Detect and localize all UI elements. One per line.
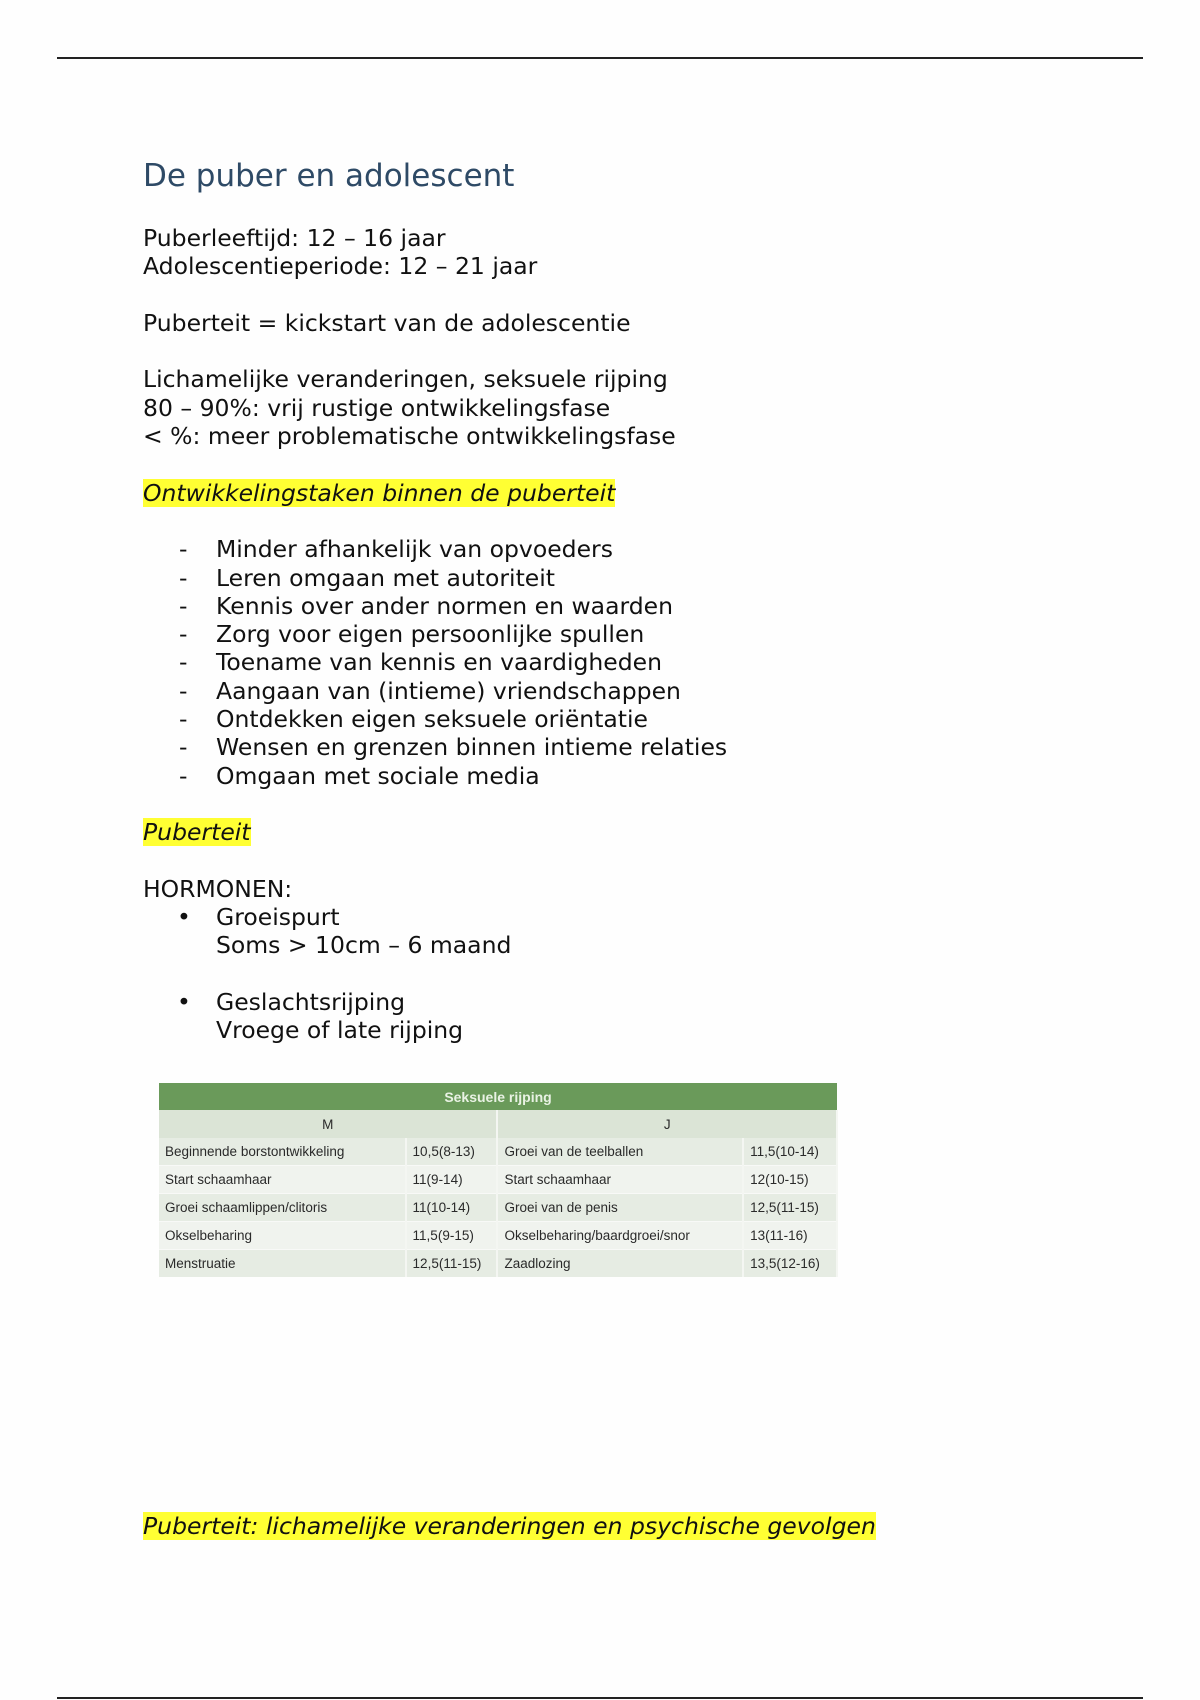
dash-marker: - xyxy=(179,563,188,592)
puberleeftijd-text: Puberleeftijd: 12 – 16 jaar xyxy=(143,224,446,252)
j-label-cell: Groei van de penis xyxy=(497,1194,743,1222)
j-label-cell: Groei van de teelballen xyxy=(497,1138,743,1166)
dash-marker: - xyxy=(179,591,188,620)
dash-marker: - xyxy=(179,733,188,762)
list-item xyxy=(143,677,1103,705)
list-item-text: Wensen en grenzen binnen intieme relaties xyxy=(216,733,728,762)
puberteit-heading: Puberteit xyxy=(143,818,251,847)
table-row xyxy=(159,1166,837,1194)
table-row xyxy=(159,1250,837,1278)
page-title: De puber en adolescent xyxy=(143,158,515,194)
rustig-text: 80 – 90%: vrij rustige ontwikkelingsfase xyxy=(143,393,611,422)
list-item-text: Minder afhankelijk van opvoeders xyxy=(216,535,613,564)
j-age-cell: 13,5(12-16) xyxy=(743,1250,837,1278)
j-label-cell: Okselbeharing/baardgroei/snor xyxy=(497,1222,743,1250)
list-spacer xyxy=(143,960,1103,988)
data-table xyxy=(159,1083,838,1277)
list-item-title: Groeispurt xyxy=(216,903,340,932)
list-item-text: Omgaan met sociale media xyxy=(216,761,540,790)
m-label-cell: Groei schaamlippen/clitoris xyxy=(159,1194,406,1222)
kickstart-text: Puberteit = kickstart van de adolescentie xyxy=(143,308,631,337)
list-item-detail: Vroege of late rijping xyxy=(216,1016,464,1045)
j-age-cell: 12,5(11-15) xyxy=(743,1194,837,1222)
table-row xyxy=(159,1222,837,1250)
list-item-title: Geslachtsrijping xyxy=(216,988,406,1017)
j-label-cell: Zaadlozing xyxy=(497,1250,743,1278)
ontwikkelingstaken-heading: Ontwikkelingstaken binnen de puberteit xyxy=(143,478,616,507)
hormonen-list xyxy=(143,903,1103,1044)
final-heading: Puberteit: lichamelijke veranderingen en psychische gevolgen xyxy=(143,1511,876,1540)
m-age-cell: 11(10-14) xyxy=(406,1194,498,1222)
list-item xyxy=(143,903,1103,960)
list-item xyxy=(143,648,1103,676)
dash-marker: - xyxy=(179,705,188,734)
m-label-cell: Menstruatie xyxy=(159,1250,406,1278)
m-label-cell: Start schaamhaar xyxy=(159,1166,406,1194)
lichamelijk-text: Lichamelijke veranderingen, seksuele rijping xyxy=(143,365,668,394)
bullet-marker: • xyxy=(177,903,191,932)
list-item xyxy=(143,988,1103,1045)
list-item xyxy=(143,705,1103,733)
table-row xyxy=(159,1138,837,1166)
adolescentieperiode-text: Adolescentieperiode: 12 – 21 jaar xyxy=(143,252,538,281)
dash-marker: - xyxy=(179,676,188,705)
list-item-text: Kennis over ander normen en waarden xyxy=(216,591,673,620)
seksuele-rijping-table xyxy=(159,1083,838,1277)
dash-marker: - xyxy=(179,648,188,677)
column-header-j: J xyxy=(497,1110,837,1138)
header-rule xyxy=(57,57,1143,59)
m-label-cell: Beginnende borstontwikkeling xyxy=(159,1138,406,1166)
list-item xyxy=(143,535,1103,563)
m-age-cell: 10,5(8-13) xyxy=(406,1138,498,1166)
footer-rule xyxy=(57,1697,1143,1699)
ontwikkelingstaken-list xyxy=(143,535,1103,790)
problematisch-text: < %: meer problematische ontwikkelingsfase xyxy=(143,422,676,451)
list-item-text: Aangaan van (intieme) vriendschappen xyxy=(216,676,681,705)
m-age-cell: 12,5(11-15) xyxy=(406,1250,498,1278)
list-item xyxy=(143,762,1103,790)
dash-marker: - xyxy=(179,620,188,649)
m-label-cell: Okselbeharing xyxy=(159,1222,406,1250)
m-age-cell: 11,5(9-15) xyxy=(406,1222,498,1250)
m-age-cell: 11(9-14) xyxy=(406,1166,498,1194)
list-item-text: Toename van kennis en vaardigheden xyxy=(216,648,663,677)
dash-marker: - xyxy=(179,535,188,564)
document-body xyxy=(143,156,1103,1045)
table-row xyxy=(159,1194,837,1222)
list-item-detail: Soms > 10cm – 6 maand xyxy=(216,931,512,960)
list-item-text: Ontdekken eigen seksuele oriëntatie xyxy=(216,705,649,734)
j-age-cell: 12(10-15) xyxy=(743,1166,837,1194)
list-item xyxy=(143,592,1103,620)
hormonen-label: HORMONEN: xyxy=(143,874,293,903)
table-title: Seksuele rijping xyxy=(159,1083,837,1110)
column-header-m: M xyxy=(159,1110,497,1138)
list-item xyxy=(143,620,1103,648)
bullet-marker: • xyxy=(177,988,191,1017)
dash-marker: - xyxy=(179,761,188,790)
j-age-cell: 11,5(10-14) xyxy=(743,1138,837,1166)
list-item xyxy=(143,564,1103,592)
j-age-cell: 13(11-16) xyxy=(743,1222,837,1250)
j-label-cell: Start schaamhaar xyxy=(497,1166,743,1194)
list-item xyxy=(143,733,1103,761)
list-item-text: Leren omgaan met autoriteit xyxy=(216,563,555,592)
list-item-text: Zorg voor eigen persoonlijke spullen xyxy=(216,620,645,649)
final-heading-line xyxy=(143,1512,876,1540)
